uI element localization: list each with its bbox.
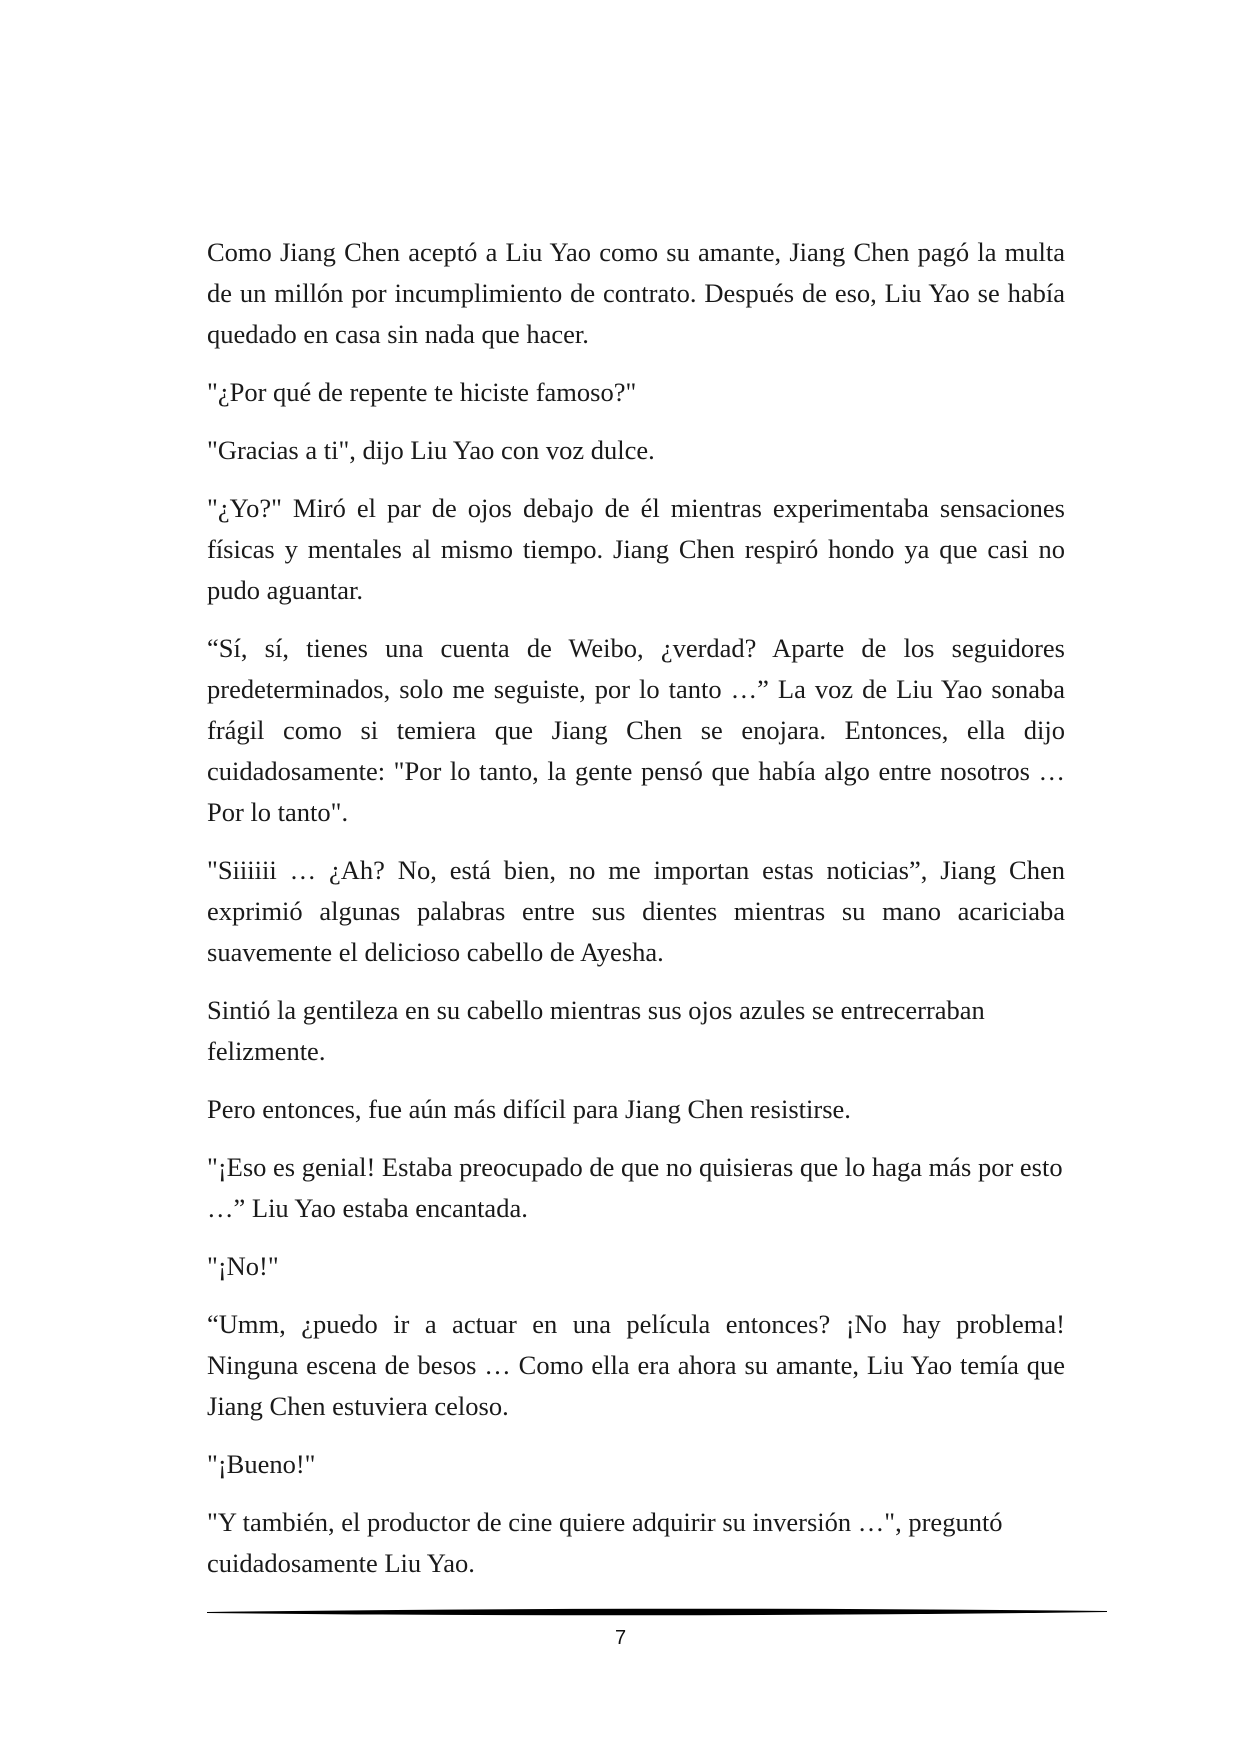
footer-divider [207, 1606, 1107, 1618]
paragraph: Sintió la gentileza en su cabello mientras sus ojos azules se entrecerraban felizmente. [207, 995, 985, 1066]
paragraph: "Siiiiii … ¿Ah? No, está bien, no me importan estas noticias”, Jiang Chen exprimió algunas palabras entre sus dientes mientras su mano acariciaba suavemente el delicioso cabello de Ayesha. [207, 855, 1065, 967]
paragraph: "¿Yo?" Miró el par de ojos debajo de él mientras experimentaba sensaciones físicas y mentales al mismo tiempo. Jiang Chen respiró hondo ya que casi no pudo aguantar. [207, 493, 1065, 605]
paragraph: "¿Por qué de repente te hiciste famoso?" [207, 377, 637, 407]
paragraph: "Gracias a ti", dijo Liu Yao con voz dulce. [207, 435, 655, 465]
page-number: 7 [614, 1627, 627, 1649]
body-text [207, 232, 1065, 1601]
paragraph: “Umm, ¿puedo ir a actuar en una película entonces? ¡No hay problema! Ninguna escena de besos … Como ella era ahora su amante, Liu Yao temía que Jiang Chen estuviera celoso. [207, 1309, 1065, 1421]
paragraph: Pero entonces, fue aún más difícil para Jiang Chen resistirse. [207, 1094, 851, 1124]
paragraph: "¡Eso es genial! Estaba preocupado de que no quisieras que lo haga más por esto …” Liu Yao estaba encantada. [207, 1152, 1063, 1223]
paragraph: Como Jiang Chen aceptó a Liu Yao como su amante, Jiang Chen pagó la multa de un millón por incumplimiento de contrato. Después de eso, Liu Yao se había quedado en casa sin nada que hacer. [207, 237, 1065, 349]
paragraph: "Y también, el productor de cine quiere adquirir su inversión …", preguntó cuidadosamente Liu Yao. [207, 1507, 1003, 1578]
paragraph: "¡Bueno!" [207, 1449, 316, 1479]
paragraph: “Sí, sí, tienes una cuenta de Weibo, ¿verdad? Aparte de los seguidores predeterminados, solo me seguiste, por lo tanto …” La voz de Liu Yao sonaba frágil como si temiera que Jiang Chen se enojara. Entonces, ella dijo cuidadosamente: "Por lo tanto, la gente pensó que había algo entre nosotros … Por lo tanto". [207, 633, 1065, 827]
paragraph: "¡No!" [207, 1251, 279, 1281]
